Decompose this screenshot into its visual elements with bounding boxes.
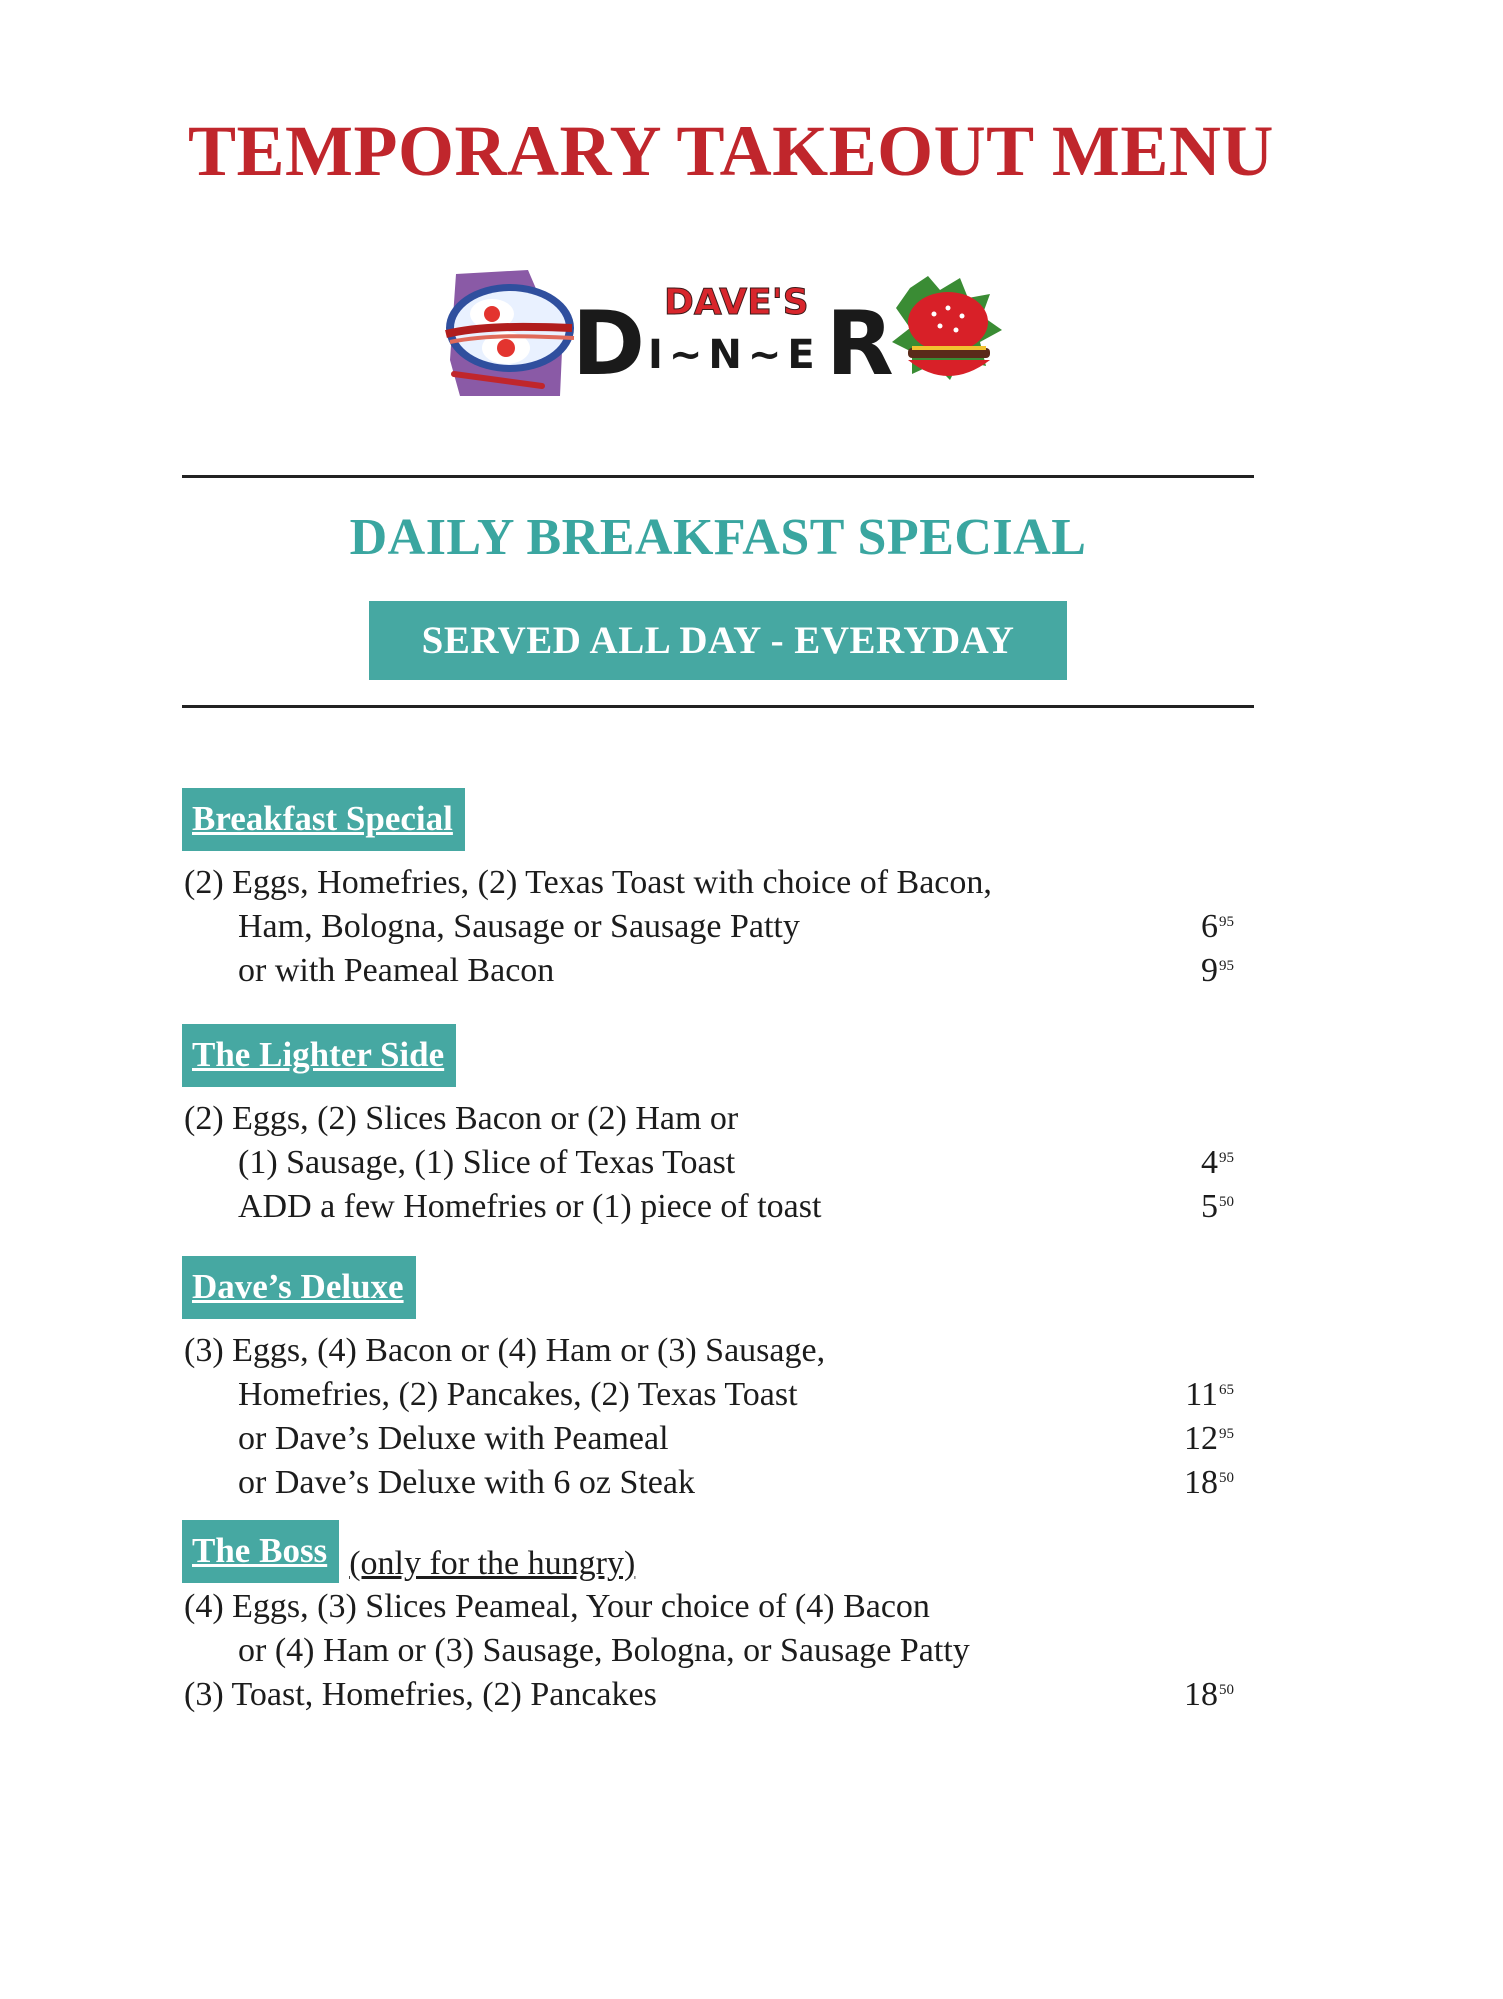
price: $18^{50}$ (1184, 1676, 1234, 1713)
section-label: The Boss (182, 1520, 339, 1583)
daves-diner-logo (440, 268, 1012, 404)
menu-line: (3) Toast, Homefries, (2) Pancakes $18^{50}$ (182, 1673, 1254, 1717)
price: $11^{65}$ (1185, 1376, 1234, 1413)
daily-breakfast-heading: DAILY BREAKFAST SPECIAL (349, 509, 1087, 566)
section-label: Dave’s Deluxe (182, 1256, 416, 1319)
logo-daves-text: DAVE'S (664, 282, 809, 323)
menu-line: Homefries, (2) Pancakes, (2) Texas Toast $11^{65}$ (182, 1373, 1254, 1417)
menu-line: or Dave’s Deluxe with Peameal $12^{95}$ (182, 1417, 1254, 1461)
diner-logo-graphic (440, 268, 1012, 404)
logo-letter-r: R (826, 292, 894, 395)
price: $9^{95}$ (1201, 952, 1234, 989)
top-divider (182, 475, 1254, 478)
price: $18^{50}$ (1184, 1464, 1234, 1501)
menu-line: or (4) Ham or (3) Sausage, Bologna, or Sausage Patty (238, 1632, 970, 1669)
logo-letter-d: D (572, 292, 646, 395)
page-title: TEMPORARY TAKEOUT MENU (188, 111, 1274, 191)
menu-line: (2) Eggs, Homefries, (2) Texas Toast with choice of Bacon, (184, 864, 992, 901)
bottom-divider (182, 705, 1254, 708)
served-all-day-banner: SERVED ALL DAY - EVERYDAY (369, 601, 1067, 680)
price: $4^{95}$ (1201, 1144, 1234, 1181)
menu-section-lighter-side (182, 1024, 1254, 1229)
menu-line: (3) Eggs, (4) Bacon or (4) Ham or (3) Sausage, (184, 1332, 826, 1369)
section-label: The Lighter Side (182, 1024, 456, 1087)
menu-line: or with Peameal Bacon $9^{95}$ (182, 949, 1254, 993)
menu-section-daves-deluxe (182, 1256, 1254, 1505)
menu-section-the-boss (182, 1520, 1254, 1717)
section-note: (only for the hungry) (349, 1545, 636, 1582)
menu-line: ADD a few Homefries or (1) piece of toast $5^{50}$ (182, 1185, 1254, 1229)
menu-line: (4) Eggs, (3) Slices Peameal, Your choice of (4) Bacon (184, 1588, 930, 1625)
section-label: Breakfast Special (182, 788, 465, 851)
price: $6^{95}$ (1201, 908, 1234, 945)
menu-line: Ham, Bologna, Sausage or Sausage Patty $6^{95}$ (182, 905, 1254, 949)
menu-line: (1) Sausage, (1) Slice of Texas Toast $4^{95}$ (182, 1141, 1254, 1185)
menu-line: or Dave’s Deluxe with 6 oz Steak $18^{50}$ (182, 1461, 1254, 1505)
price: $12^{95}$ (1184, 1420, 1234, 1457)
logo-ine-text: I~N~E (648, 332, 821, 378)
price: $5^{50}$ (1201, 1188, 1234, 1225)
menu-section-breakfast-special (182, 788, 1254, 993)
menu-line: (2) Eggs, (2) Slices Bacon or (2) Ham or (184, 1100, 739, 1137)
